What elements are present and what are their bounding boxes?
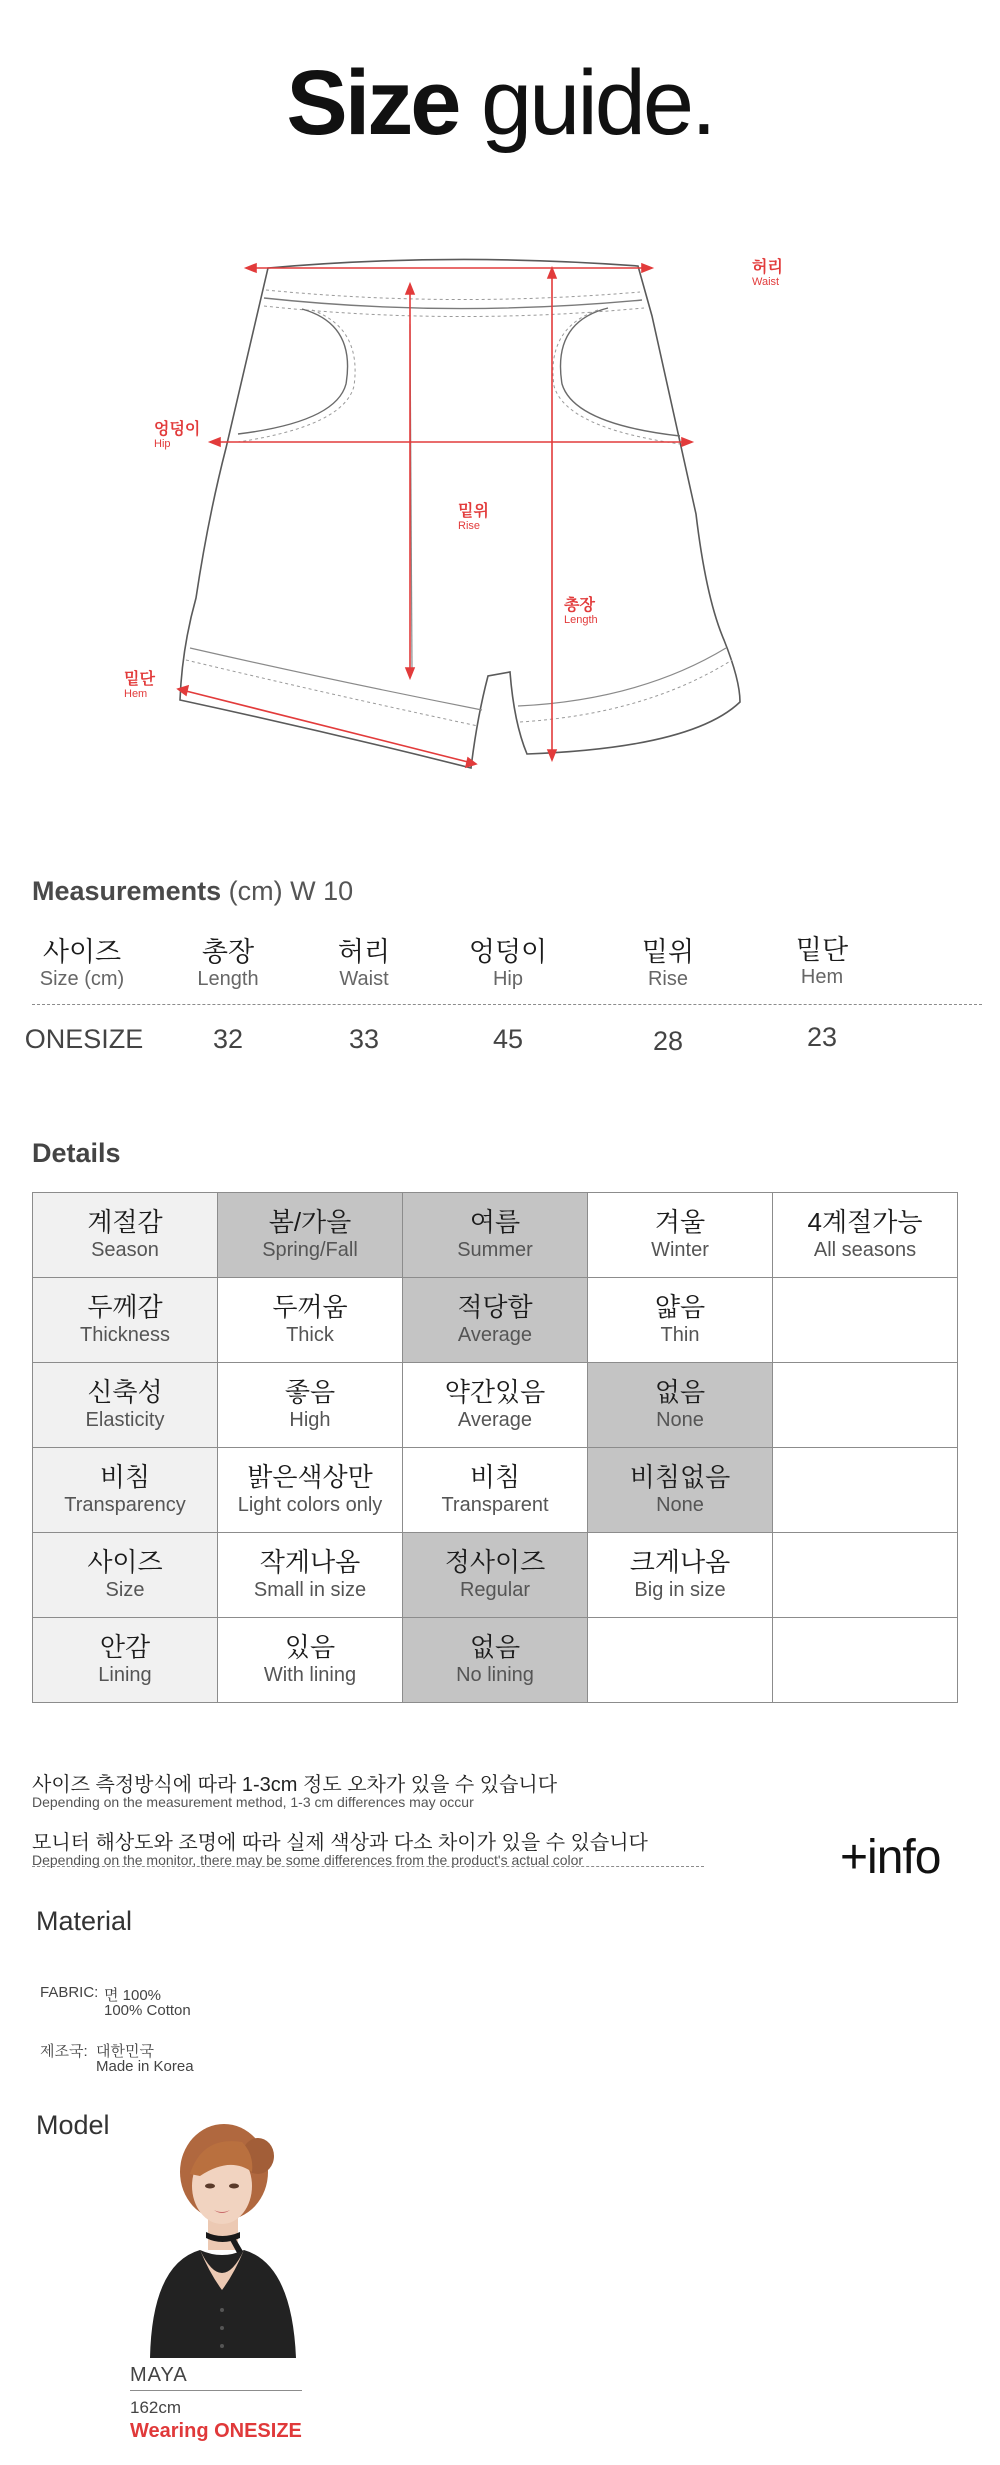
note-color-ko: 모니터 해상도와 조명에 따라 실제 색상과 다소 차이가 있을 수 있습니다	[32, 1832, 648, 1854]
details-cell-ko: 사이즈	[87, 1547, 163, 1578]
details-cell-selected	[588, 1448, 773, 1533]
details-row	[33, 1533, 958, 1618]
origin-value-en: Made in Korea	[96, 2058, 194, 2075]
details-cell-ko: 밝은색상만	[247, 1462, 373, 1493]
details-row-header	[33, 1618, 218, 1703]
hem-label	[124, 672, 155, 700]
measurements-heading-bold: Measurements	[32, 876, 222, 906]
hip-label	[154, 422, 200, 450]
length-label	[564, 598, 598, 626]
details-cell-en: Winter	[651, 1238, 709, 1261]
col-size-ko: 사이즈	[42, 937, 122, 967]
details-row	[33, 1618, 958, 1703]
details-cell-en: Lining	[98, 1663, 152, 1686]
details-cell-en: Small in size	[253, 1578, 367, 1601]
details-cell-ko: 비침	[99, 1462, 151, 1493]
details-cell-en: Thickness	[79, 1323, 171, 1346]
details-cell-en: Size	[105, 1578, 145, 1601]
details-cell-en: Elasticity	[85, 1408, 165, 1431]
details-cell-ko: 좋음	[284, 1377, 336, 1408]
details-cell-en: Average	[457, 1323, 533, 1346]
col-waist-ko: 허리	[337, 937, 391, 967]
model-heading: Model	[36, 2110, 110, 2140]
details-row-header	[33, 1533, 218, 1618]
col-length-en: Length	[197, 968, 259, 990]
col-hem-en: Hem	[800, 966, 844, 988]
value-rise: 28	[652, 1026, 684, 1056]
rise-label-en: Rise	[458, 520, 481, 532]
details-cell-selected	[403, 1193, 588, 1278]
details-cell	[218, 1533, 403, 1618]
details-cell	[588, 1193, 773, 1278]
details-row-header	[33, 1448, 218, 1533]
rise-label	[458, 504, 489, 532]
hip-label-en: Hip	[154, 438, 171, 450]
details-row	[33, 1278, 958, 1363]
details-cell-en: None	[656, 1493, 704, 1516]
details-cell-selected	[403, 1278, 588, 1363]
col-rise-ko: 밑위	[641, 937, 695, 967]
details-cell-en: Summer	[457, 1238, 533, 1261]
waist-label-ko: 허리	[752, 259, 783, 276]
details-cell	[588, 1278, 773, 1363]
details-cell-ko: 없음	[469, 1632, 521, 1663]
model-divider	[130, 2390, 302, 2391]
measurements-heading	[32, 876, 353, 907]
details-cell	[773, 1193, 958, 1278]
details-row	[33, 1363, 958, 1448]
details-cell-selected	[588, 1363, 773, 1448]
value-hip: 45	[492, 1024, 524, 1054]
notes-divider	[32, 1866, 704, 1867]
details-cell-en: Light colors only	[237, 1493, 383, 1516]
details-cell-ko: 적당함	[457, 1292, 533, 1323]
details-row-header	[33, 1363, 218, 1448]
details-cell	[218, 1448, 403, 1533]
fabric-label: FABRIC:	[40, 1984, 99, 2001]
origin-label: 제조국:	[40, 2043, 88, 2060]
waist-label-en: Waist	[752, 276, 780, 288]
details-cell-ko: 안감	[99, 1632, 151, 1663]
shorts-diagram	[100, 228, 800, 788]
title-light: guide.	[480, 52, 714, 154]
page-title	[0, 48, 1000, 158]
details-cell-en: Transparent	[441, 1493, 549, 1516]
details-cell-en: Spring/Fall	[262, 1238, 358, 1261]
details-cell	[218, 1363, 403, 1448]
details-cell-ko: 계절감	[87, 1207, 163, 1238]
details-cell-en: With lining	[263, 1663, 357, 1686]
details-cell-en: High	[289, 1408, 331, 1431]
details-cell-ko: 봄/가을	[268, 1207, 352, 1238]
details-cell-en: None	[656, 1408, 704, 1431]
note-measurement-en: Depending on the measurement method, 1-3 cm differences may occur	[32, 1794, 474, 1810]
fabric-value-en: 100% Cotton	[104, 2002, 191, 2019]
details-cell-en: No lining	[456, 1663, 534, 1686]
waist-label	[752, 260, 783, 288]
details-cell-ko: 얇음	[654, 1292, 706, 1323]
details-cell	[403, 1448, 588, 1533]
col-length-ko: 총장	[201, 937, 255, 967]
details-cell-ko: 두꺼움	[272, 1292, 348, 1323]
details-cell-selected	[403, 1618, 588, 1703]
title-bold: Size	[286, 52, 459, 154]
value-hem: 23	[806, 1022, 838, 1052]
length-label-en: Length	[564, 614, 598, 626]
details-cell-ko: 비침	[469, 1462, 521, 1493]
details-cell	[588, 1618, 773, 1703]
details-cell-ko: 작게나옴	[259, 1547, 361, 1578]
details-cell	[773, 1448, 958, 1533]
origin-value-ko: 대한민국	[96, 2043, 154, 2060]
details-cell-en: All seasons	[813, 1238, 917, 1261]
details-cell-ko: 두께감	[87, 1292, 163, 1323]
details-cell	[773, 1533, 958, 1618]
col-rise-en: Rise	[647, 968, 689, 990]
model-height: 162cm	[130, 2398, 182, 2417]
details-cell-ko: 크게나옴	[629, 1547, 731, 1578]
material-heading: Material	[36, 1906, 133, 1936]
col-hip-ko: 엉덩이	[468, 937, 548, 967]
details-cell	[588, 1533, 773, 1618]
hem-label-en: Hem	[124, 688, 148, 700]
col-hip-en: Hip	[492, 968, 524, 990]
details-cell-selected	[218, 1193, 403, 1278]
details-cell-ko: 약간있음	[444, 1377, 546, 1408]
model-photo-illustration	[130, 2114, 312, 2358]
model-photo	[130, 2114, 312, 2358]
details-table	[32, 1192, 958, 1703]
note-color-en: Depending on the monitor, there may be some differences from the product's actual color	[32, 1852, 584, 1868]
model-wearing-size: Wearing ONESIZE	[130, 2420, 302, 2442]
col-waist-en: Waist	[339, 968, 389, 990]
details-cell	[773, 1278, 958, 1363]
details-cell	[773, 1363, 958, 1448]
col-size-en: Size (cm)	[39, 968, 125, 990]
details-row-header	[33, 1193, 218, 1278]
hem-label-ko: 밑단	[124, 671, 155, 688]
details-cell-ko: 신축성	[87, 1377, 163, 1408]
note-measurement-ko: 사이즈 측정방식에 따라 1-3cm 정도 오차가 있을 수 있습니다	[32, 1774, 558, 1796]
value-size: ONESIZE	[24, 1024, 144, 1054]
details-cell-en: Transparency	[64, 1493, 186, 1516]
measurements-heading-unit: (cm) W 10	[228, 876, 354, 906]
details-cell-ko: 정사이즈	[444, 1547, 546, 1578]
model-name: MAYA	[130, 2364, 188, 2386]
details-cell-ko: 여름	[469, 1207, 521, 1238]
details-row	[33, 1193, 958, 1278]
details-row-header	[33, 1278, 218, 1363]
details-cell	[773, 1618, 958, 1703]
details-cell-selected	[403, 1533, 588, 1618]
details-cell-ko: 비침없음	[629, 1462, 731, 1493]
details-cell-ko: 있음	[284, 1632, 336, 1663]
details-row	[33, 1448, 958, 1533]
measurements-divider	[32, 1004, 982, 1005]
length-label-ko: 총장	[564, 597, 595, 614]
details-cell-en: Thin	[660, 1323, 700, 1346]
rise-label-ko: 밑위	[458, 503, 489, 520]
details-heading: Details	[32, 1138, 121, 1168]
details-cell-en: Average	[457, 1408, 533, 1431]
details-cell-ko: 겨울	[654, 1207, 706, 1238]
more-info-link[interactable]: +info	[840, 1831, 941, 1884]
hip-label-ko: 엉덩이	[154, 421, 201, 438]
details-cell	[218, 1278, 403, 1363]
details-cell	[403, 1363, 588, 1448]
col-hem-ko: 밑단	[795, 935, 849, 965]
details-cell-en: Big in size	[634, 1578, 726, 1601]
details-cell-en: Thick	[286, 1323, 334, 1346]
shorts-illustration	[100, 228, 800, 788]
details-cell-ko: 4계절가능	[807, 1207, 923, 1238]
fabric-value-ko: 면 100%	[104, 1987, 162, 2004]
details-cell-en: Regular	[459, 1578, 531, 1601]
details-cell	[218, 1618, 403, 1703]
value-length: 32	[212, 1024, 244, 1054]
details-cell-ko: 없음	[654, 1377, 706, 1408]
details-cell-en: Season	[91, 1238, 159, 1261]
value-waist: 33	[348, 1024, 380, 1054]
